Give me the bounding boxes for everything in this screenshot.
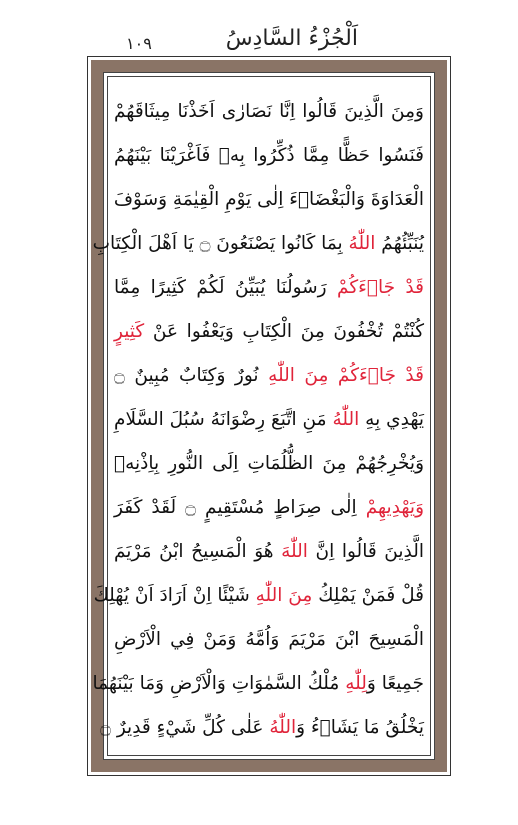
highlighted-word: كَثِيرٍ xyxy=(114,321,145,342)
highlighted-word: لِلّٰهِ xyxy=(345,673,367,694)
text-line xyxy=(93,576,424,616)
text-segment: اِلٰى صِرَاطٍ مُسْتَقِيمٍ ۝ لَقَدْ كَفَرَ xyxy=(114,497,366,518)
juz-title: اَلْجُزْءُ السَّادِسُ xyxy=(225,26,358,51)
text-segment: هُوَ الْمَسِيحُ ابْنُ مَرْيَمَ xyxy=(114,541,282,562)
text-line xyxy=(114,312,424,352)
highlighted-word: اللّٰهُ xyxy=(332,409,360,430)
text-segment: الْعَدَاوَةَ وَالْبَغْضَاۤءَ اِلٰى يَوْمِ الْقِيٰمَةِ وَسَوْفَ xyxy=(113,189,424,210)
text-segment: يُنَبِّئُهُمُ xyxy=(375,233,424,254)
highlighted-word: اللّٰهُ xyxy=(269,717,297,738)
text-segment: بِمَا كَانُوا يَصْنَعُونَ ۝ يَا اَهْلَ الْكِتَابِ xyxy=(92,233,349,254)
text-segment: يَخْلُقُ مَا يَشَاۤءُ وَ xyxy=(296,717,424,738)
text-line xyxy=(114,92,424,132)
text-line xyxy=(114,180,424,220)
text-segment: وَمِنَ الَّذِينَ قَالُوا اِنَّا نَصَارٰى اَخَذْنَا مِيثَاقَهُمْ xyxy=(114,101,424,122)
text-line xyxy=(114,136,424,176)
text-segment: مَنِ اتَّبَعَ رِضْوَانَهُ سُبُلَ السَّلَامِ xyxy=(114,409,333,430)
text-segment: يَهْدِي بِهِ xyxy=(359,409,424,430)
text-segment: وَيُخْرِجُهُمْ مِنَ الظُّلُمَاتِ اِلَى النُّورِ بِاِذْنِهٖ xyxy=(114,453,424,474)
page-number: ١٠٩ xyxy=(126,34,152,53)
text-line xyxy=(114,268,424,308)
text-line xyxy=(92,224,424,264)
text-segment: رَسُولُنَا يُبَيِّنُ لَكُمْ كَثِيرًا مِمَّا xyxy=(114,277,338,298)
text-line xyxy=(114,444,424,484)
text-segment: الَّذِينَ قَالُوا اِنَّ xyxy=(307,541,424,562)
text-line xyxy=(114,400,424,440)
text-segment: الْمَسِيحَ ابْنَ مَرْيَمَ وَاُمَّهُ وَمَنْ فِي الْاَرْضِ xyxy=(114,629,424,650)
text-segment: شَيْئًا اِنْ اَرَادَ اَنْ يُهْلِكَ xyxy=(93,585,256,606)
text-line xyxy=(114,488,424,528)
highlighted-word: مِنَ اللّٰهِ xyxy=(255,585,313,606)
highlighted-word: قَدْ جَاۤءَكُمْ xyxy=(337,277,424,298)
text-segment: قُلْ فَمَنْ يَمْلِكُ xyxy=(312,585,424,606)
text-segment: كُنْتُمْ تُخْفُونَ مِنَ الْكِتَابِ وَيَعْفُوا عَنْ xyxy=(144,321,424,342)
highlighted-word: اللّٰهُ xyxy=(348,233,376,254)
text-segment: فَنَسُوا حَظًّا مِمَّا ذُكِّرُوا بِهٖ فَاَغْرَيْنَا بَيْنَهُمُ xyxy=(114,145,424,166)
text-segment: نُورٌ وَكِتَابٌ مُبِينٌ ۝ xyxy=(114,365,269,386)
text-segment: مُلْكُ السَّمٰوَاتِ وَالْاَرْضِ وَمَا بَيْنَهُمَا xyxy=(92,673,346,694)
text-segment: جَمِيعًا وَ xyxy=(366,673,424,694)
text-line xyxy=(114,532,424,572)
text-line xyxy=(114,356,424,396)
text-line xyxy=(114,620,424,660)
text-segment: عَلٰى كُلِّ شَيْءٍ قَدِيرٌ ۝ xyxy=(100,717,270,738)
quran-text-block xyxy=(92,92,425,752)
highlighted-word: قَدْ جَاۤءَكُمْ مِنَ اللّٰهِ xyxy=(268,365,424,386)
text-line xyxy=(100,708,424,748)
highlighted-word: وَيَهْدِيهِمْ xyxy=(365,497,425,518)
text-line xyxy=(92,664,424,704)
highlighted-word: اللّٰهَ xyxy=(281,541,308,562)
